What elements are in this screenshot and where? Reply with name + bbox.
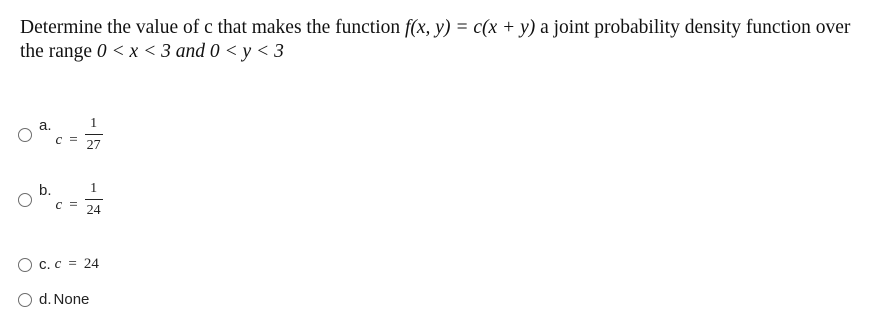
option-b-numerator: 1 <box>90 181 98 196</box>
question-text-middle: a joint probability density function over the range <box>20 17 851 62</box>
option-a[interactable] <box>18 115 103 154</box>
option-a-numerator: 1 <box>90 116 98 131</box>
option-a-formula <box>56 115 103 154</box>
option-c-equals: = <box>68 256 77 272</box>
option-a-radio[interactable] <box>18 128 32 142</box>
option-c-value: 24 <box>83 256 99 272</box>
option-c-radio[interactable] <box>18 258 32 272</box>
option-d-text: None <box>53 291 90 308</box>
option-d-letter: d. <box>39 291 52 308</box>
option-a-letter: a. <box>39 117 52 134</box>
option-b-variable: c <box>55 197 63 213</box>
option-b-denominator: 24 <box>86 203 101 218</box>
option-b[interactable] <box>18 180 103 219</box>
function-expression: f(x, y) = c(x + y) <box>404 17 536 38</box>
option-b-letter: b. <box>39 182 52 199</box>
question-text-before: Determine the value of c that makes the function <box>20 17 405 38</box>
option-b-equals: = <box>69 197 78 213</box>
option-b-radio[interactable] <box>18 193 32 207</box>
option-c-letter: c. <box>39 256 51 273</box>
option-c-formula <box>55 256 99 273</box>
option-b-formula <box>56 180 103 219</box>
option-a-denominator: 27 <box>86 138 101 153</box>
option-b-fraction <box>85 180 103 219</box>
option-c-variable: c <box>54 256 62 272</box>
option-c[interactable] <box>18 256 99 273</box>
question-text <box>20 16 860 64</box>
option-a-equals: = <box>69 132 78 148</box>
option-a-variable: c <box>55 132 63 148</box>
option-d-radio[interactable] <box>18 293 32 307</box>
option-a-fraction <box>85 115 103 154</box>
range-expression: 0 < x < 3 and 0 < y < 3 <box>96 41 284 62</box>
option-d[interactable] <box>18 291 89 308</box>
